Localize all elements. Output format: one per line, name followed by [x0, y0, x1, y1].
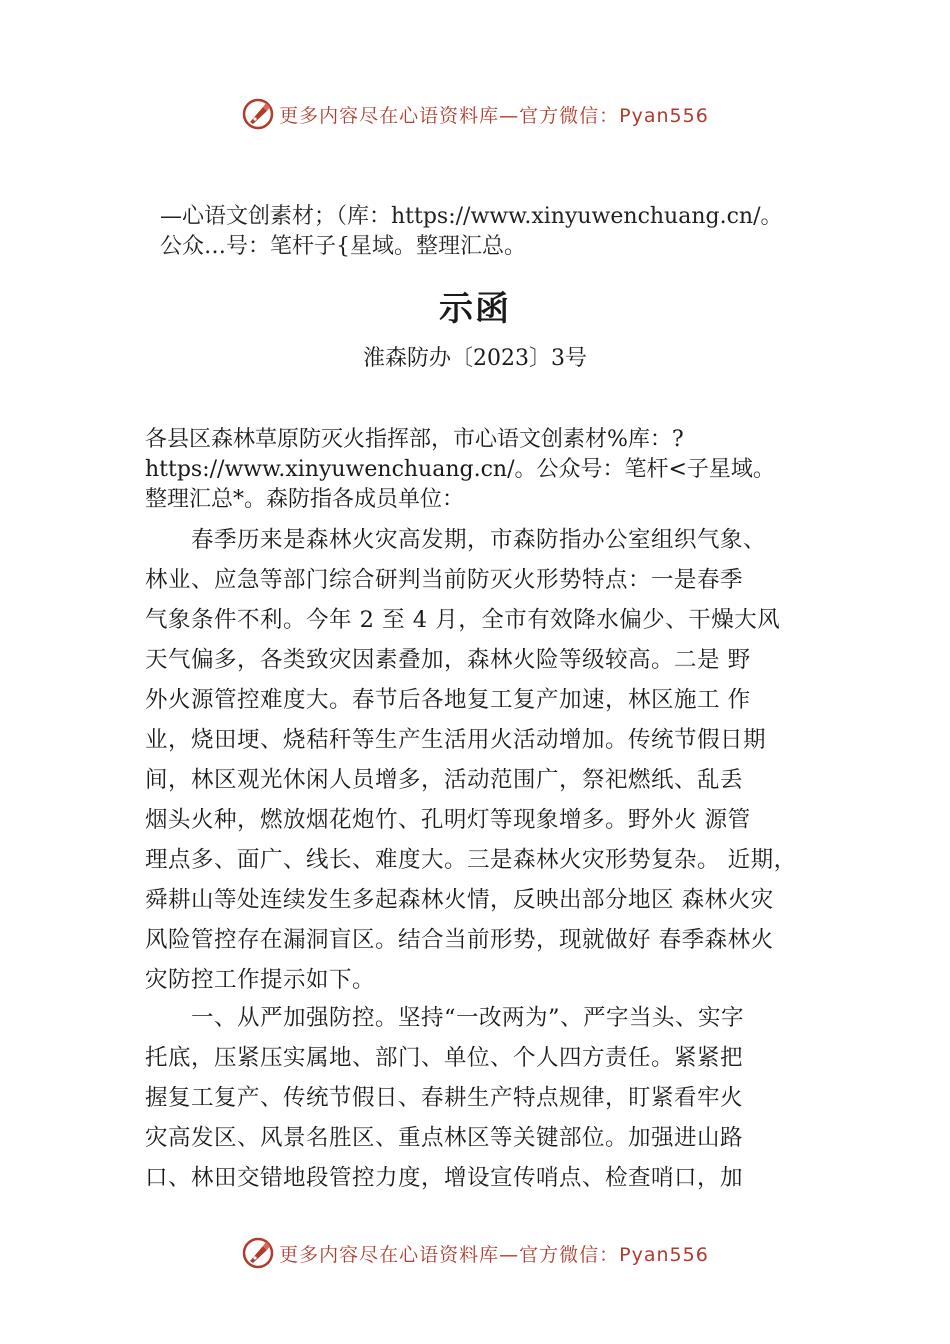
pen-nib-logo-icon [241, 1236, 275, 1270]
document-number: 淮森防办〔2023〕3号 [363, 346, 587, 371]
document-title: 示函 [439, 289, 511, 329]
watermark-banner-top [0, 94, 950, 134]
watermark-text: 更多内容尽在心语资料库—官方微信：Pyan556 [279, 1243, 709, 1266]
watermark-banner-bottom [0, 1233, 950, 1273]
watermark-text: 更多内容尽在心语资料库—官方微信：Pyan556 [279, 104, 709, 127]
recipients-line: 各县区森林草原防灭火指挥部，市心语文创素材%库：? https://www.xinyuwenchuang.cn/。公众号：笔杆<子星域。 整理汇总*。森防指各成员单位： [145, 427, 775, 512]
header-source-note: —心语文创素材；（库：https://www.xinyuwenchuang.cn/。 公众…号：笔杆子{星域。整理汇总。 [160, 204, 783, 259]
body-paragraph-2: 一、从严加强防控。坚持“一改两为”、严字当头、实字 托底，压紧压实属地、部门、单位、个人四方责任。紧紧把 握复工复产、传统节假日、春耕生产特点规律，盯紧看牢火 灾高发区、风景名胜区、重点林区等关键部位。加强进山路 口、林田交错地段管控力度，增设宣传哨点、检查哨口，加 [145, 1005, 745, 1191]
pen-nib-logo-icon [241, 97, 275, 131]
body-paragraph-1: 春季历来是森林火灾高发期，市森防指办公室组织气象、 林业、应急等部门综合研判当前防灭火形势特点：一是春季 气象条件不利。今年 2 至 4 月，全市有效降水偏少、干燥大风 天气偏多，各类致灾因素叠加，森林火险等级较高。二是 野 外火源管控难度大。春节后各地复工复产加速，林区施工 作 业，烧田埂、烧秸秆等生产生活用火活动增加。传统节假日期 间，林区观光休闲人员增多，活动范围广，祭祀燃纸、乱丢 烟头火种，燃放烟花炮竹、孔明灯等现象增多。野外火 源管 理点多、面广、线长、难度大。三是森林火灾形势复杂。 近期， 舜耕山等处连续发生多起森林火情，反映出部分地区 森林火灾 风险管控存在漏洞盲区。结合当前形势，现就做好 春季森林火 灾防控工作提示如下。 [145, 527, 797, 993]
